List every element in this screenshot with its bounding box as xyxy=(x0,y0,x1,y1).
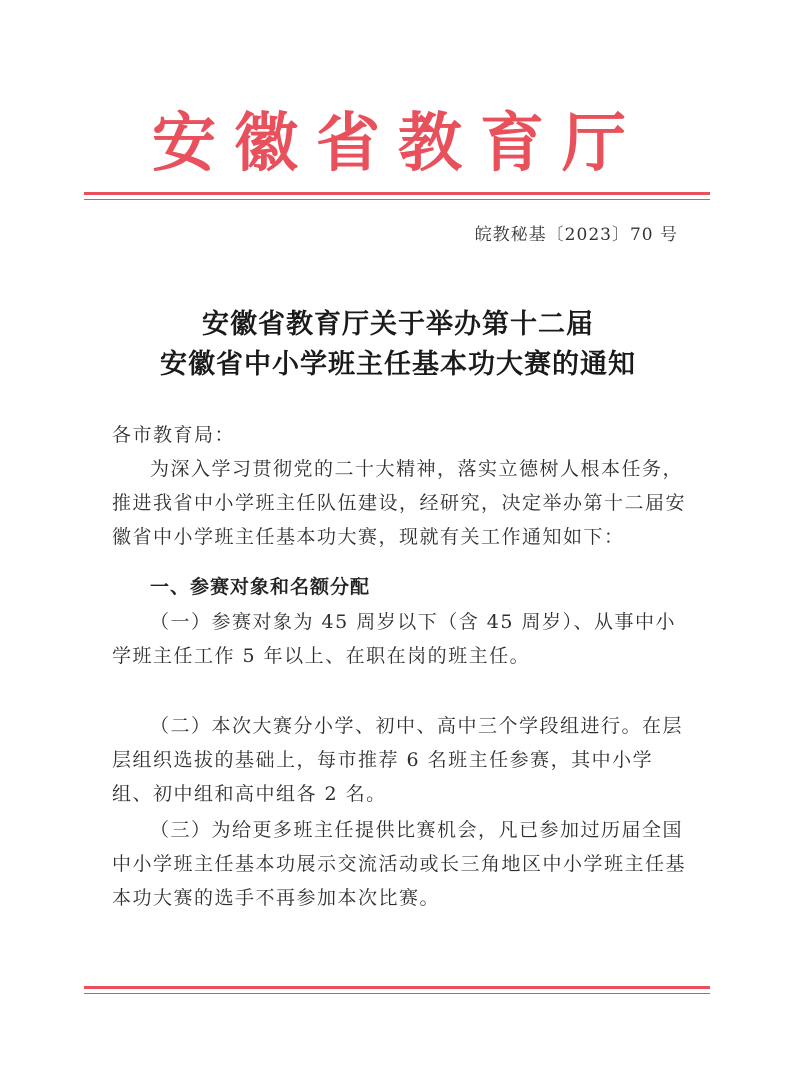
footer-rule-thin xyxy=(84,993,710,994)
section1-item-2 xyxy=(112,709,688,811)
section1-heading: 一、参赛对象和名额分配 xyxy=(150,576,371,598)
section1-item-3-text: （三）为给更多班主任提供比赛机会，凡已参加过历届全国中小学班主任基本功展示交流活动或长三角地区中小学班主任基本功大赛的选手不再参加本次比赛。 xyxy=(112,819,687,909)
letterhead-rule-thick xyxy=(84,192,710,195)
salutation: 各市教育局： xyxy=(112,424,236,446)
section1-item-1 xyxy=(112,605,688,673)
intro-paragraph xyxy=(112,452,688,554)
document-number: 皖教秘基〔2023〕70 号 xyxy=(474,225,678,245)
footer-rule-thick xyxy=(84,986,710,989)
section1-item-1-text: （一）参赛对象为 45 周岁以下（含 45 周岁）、从事中小学班主任工作 5 年以上、在职在岗的班主任。 xyxy=(112,611,677,667)
document-title-line1: 安徽省教育厅关于举办第十二届 xyxy=(202,309,594,340)
intro-text: 为深入学习贯彻党的二十大精神，落实立德树人根本任务，推进我省中小学班主任队伍建设，经研究，决定举办第十二届安徽省中小学班主任基本功大赛，现就有关工作通知如下： xyxy=(112,458,687,548)
letterhead-org-name: 安徽省教育厅 xyxy=(152,106,644,181)
letterhead-rule-thin xyxy=(84,199,710,200)
section1-item-2-text: （二）本次大赛分小学、初中、高中三个学段组进行。在层层组织选拔的基础上，每市推荐 6 名班主任参赛，其中小学组、初中组和高中组各 2 名。 xyxy=(112,715,684,805)
section1-item-3 xyxy=(112,813,688,915)
document-title-line2: 安徽省中小学班主任基本功大赛的通知 xyxy=(160,349,636,380)
